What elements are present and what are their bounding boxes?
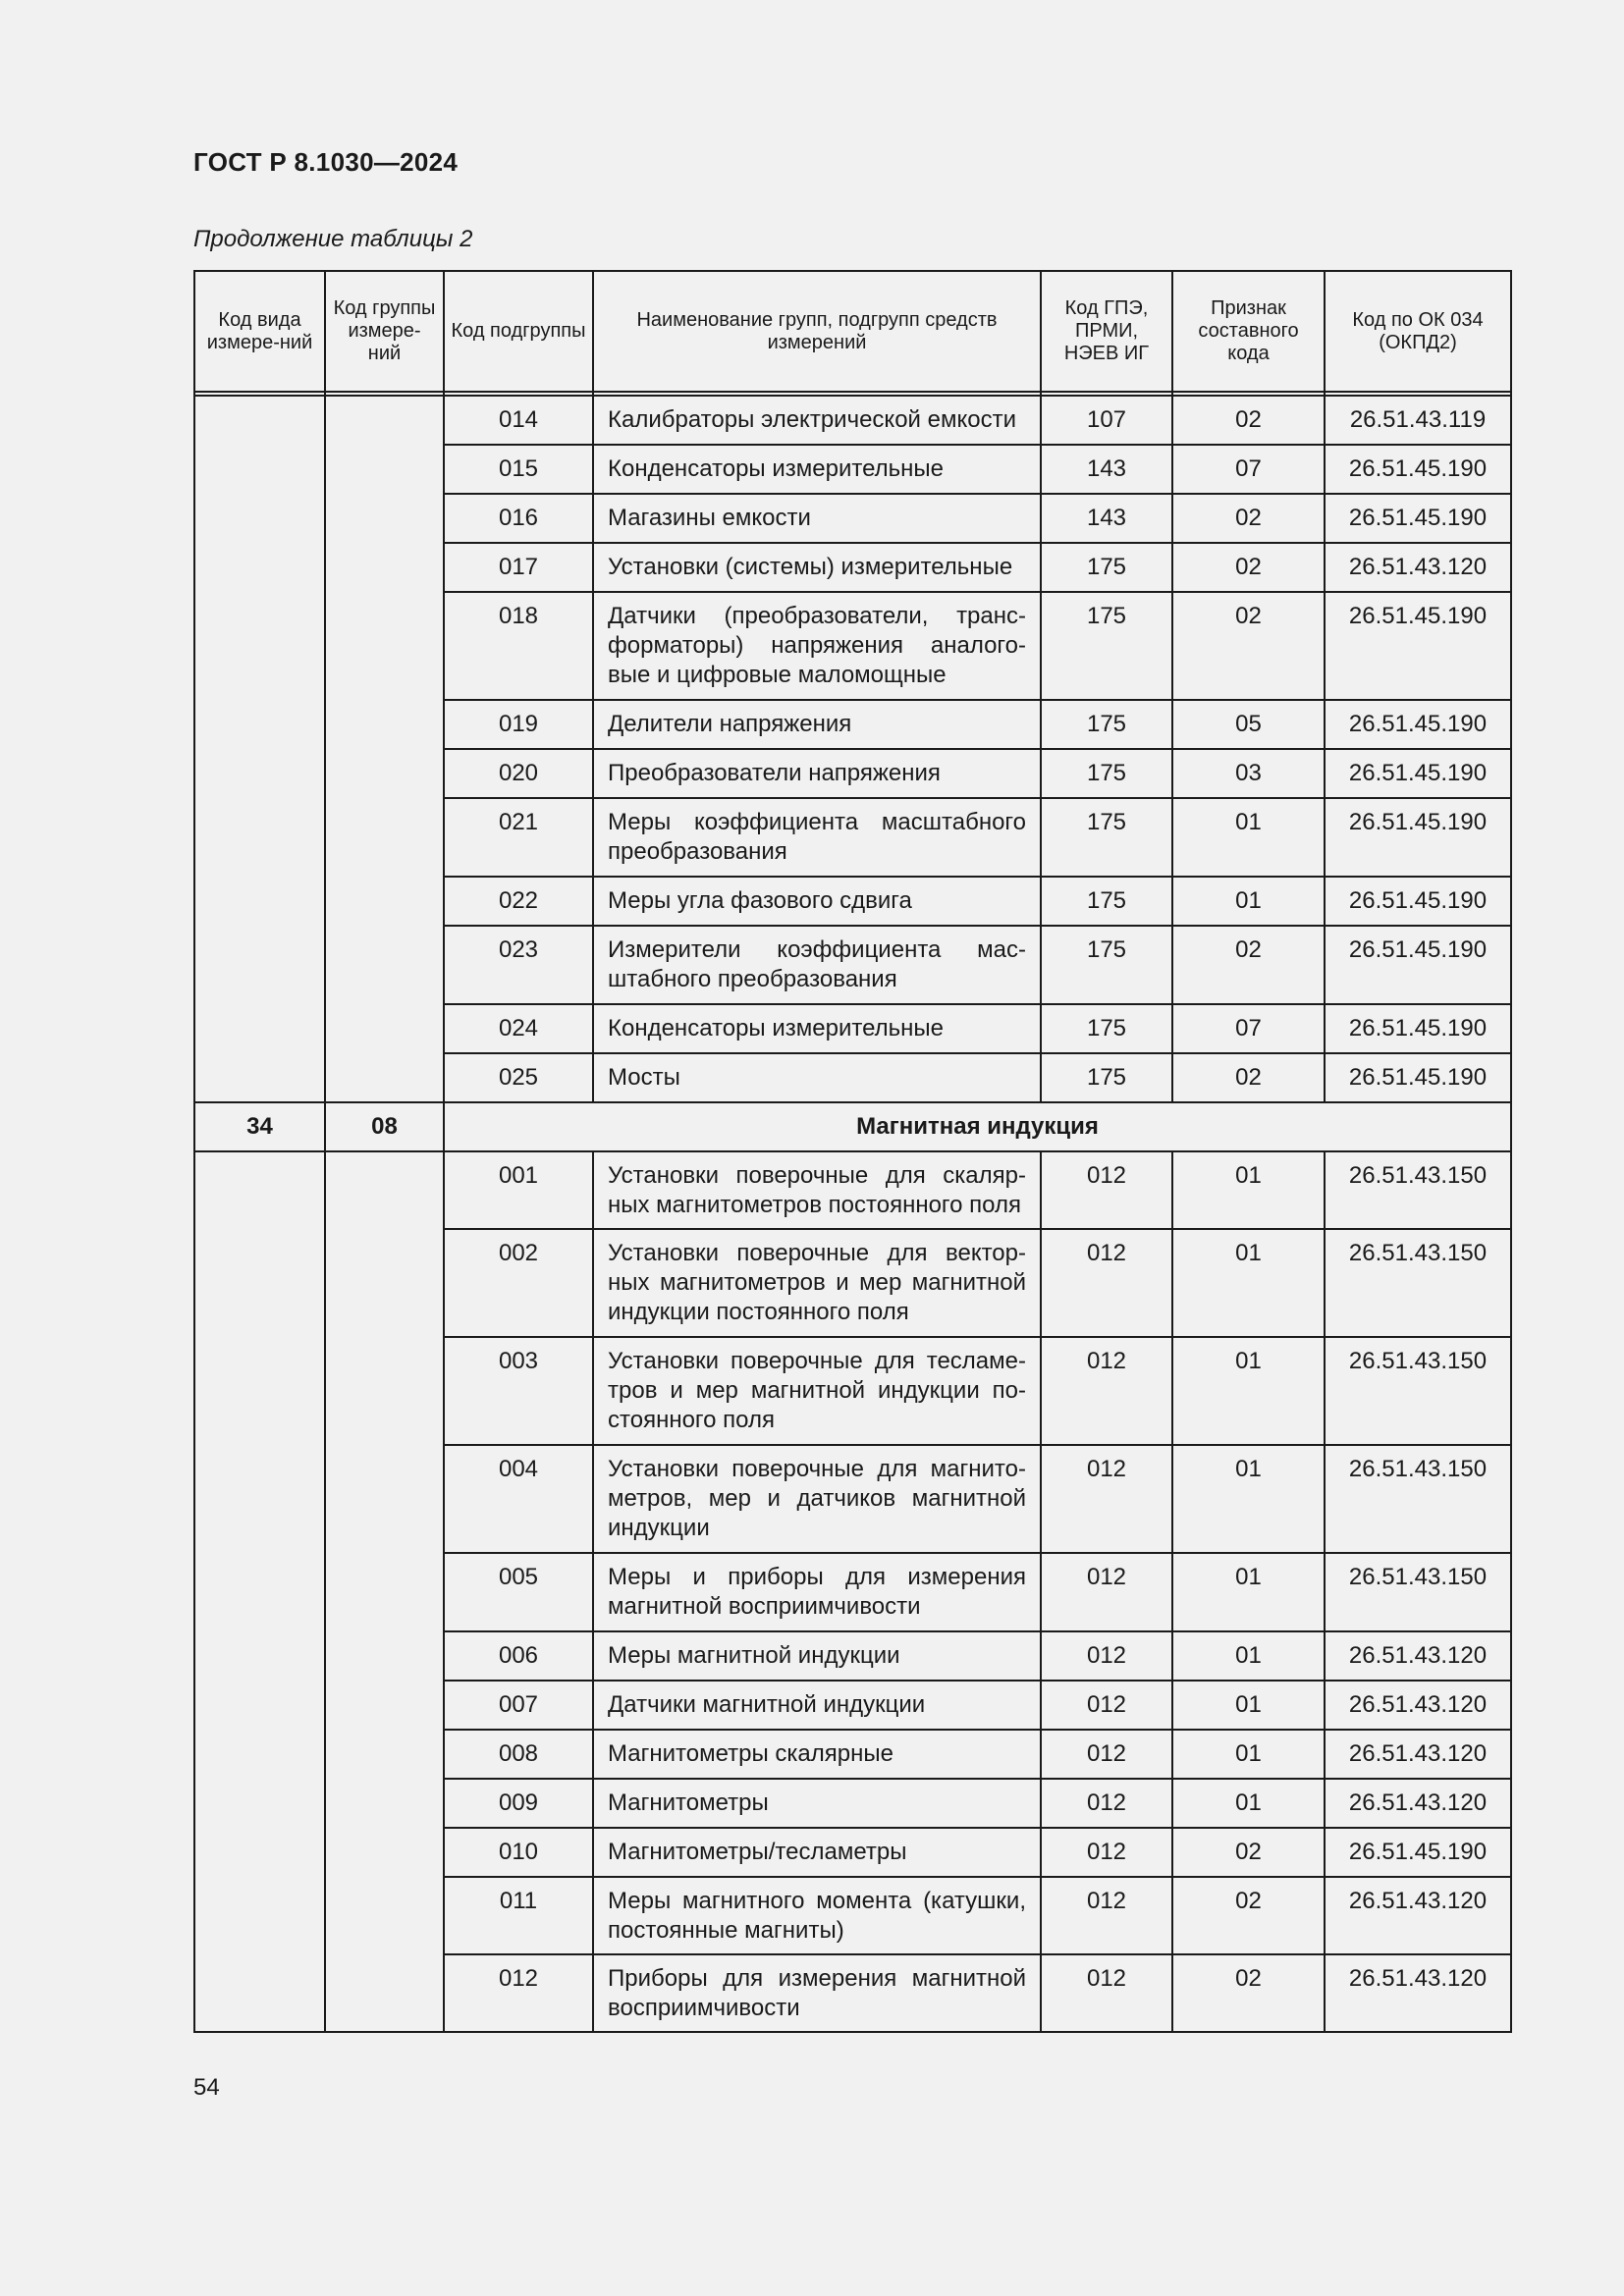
okpd-code-cell: 26.51.43.120 (1325, 543, 1511, 592)
subgroup-name-cell: Калибраторы электрической емкости (593, 396, 1041, 445)
group-name: Магнитная индукция (444, 1102, 1511, 1151)
gpe-code-cell: 012 (1041, 1631, 1172, 1681)
okpd-code-cell: 26.51.43.120 (1325, 1631, 1511, 1681)
subgroup-code-cell: 007 (444, 1681, 593, 1730)
document-header: ГОСТ Р 8.1030—2024 (193, 147, 459, 177)
subgroup-code-cell: 023 (444, 926, 593, 1004)
subgroup-code-cell: 014 (444, 396, 593, 445)
table-body-part2 (194, 1151, 1511, 2032)
column-header-kind: Код вида измере-ний (194, 271, 325, 392)
composite-sign-cell: 02 (1172, 1877, 1325, 1954)
composite-sign-cell: 01 (1172, 1779, 1325, 1828)
subgroup-name-cell: Приборы для измерения магнитной восприимчивости (593, 1954, 1041, 2032)
subgroup-code-cell: 021 (444, 798, 593, 877)
subgroup-name-cell: Меры угла фазового сдвига (593, 877, 1041, 926)
subgroup-name-cell: Меры и приборы для измерения магнитной восприимчивости (593, 1553, 1041, 1631)
okpd-code-cell: 26.51.43.150 (1325, 1337, 1511, 1445)
subgroup-name-cell: Установки поверочные для магнито-метров, мер и датчиков магнитной индукции (593, 1445, 1041, 1553)
okpd-code-cell: 26.51.45.190 (1325, 798, 1511, 877)
subgroup-code-cell: 018 (444, 592, 593, 700)
gpe-code-cell: 012 (1041, 1445, 1172, 1553)
column-header-okpd: Код по ОК 034 (ОКПД2) (1325, 271, 1511, 392)
composite-sign-cell: 02 (1172, 1828, 1325, 1877)
subgroup-name-cell: Конденсаторы измерительные (593, 445, 1041, 494)
gpe-code-cell: 175 (1041, 798, 1172, 877)
group-code: 08 (325, 1102, 444, 1151)
subgroup-name-cell: Датчики (преобразователи, транс-форматоры) напряжения аналого-вые и цифровые маломощные (593, 592, 1041, 700)
gpe-code-cell: 143 (1041, 445, 1172, 494)
page-number: 54 (193, 2074, 220, 2101)
gpe-code-cell: 012 (1041, 1730, 1172, 1779)
composite-sign-cell: 07 (1172, 1004, 1325, 1053)
okpd-code-cell: 26.51.45.190 (1325, 1004, 1511, 1053)
subgroup-name-cell: Установки (системы) измерительные (593, 543, 1041, 592)
subgroup-name-cell: Меры коэффициента масштабного преобразования (593, 798, 1041, 877)
okpd-code-cell: 26.51.45.190 (1325, 1053, 1511, 1102)
subgroup-code-cell: 015 (444, 445, 593, 494)
column-header-group: Код группы измере-ний (325, 271, 444, 392)
okpd-code-cell: 26.51.43.120 (1325, 1730, 1511, 1779)
subgroup-name-cell: Конденсаторы измерительные (593, 1004, 1041, 1053)
group-row (194, 1102, 1511, 1151)
okpd-code-cell: 26.51.43.150 (1325, 1151, 1511, 1229)
composite-sign-cell: 01 (1172, 1445, 1325, 1553)
subgroup-code-cell: 022 (444, 877, 593, 926)
composite-sign-cell: 02 (1172, 543, 1325, 592)
subgroup-code-cell: 012 (444, 1954, 593, 2032)
composite-sign-cell: 02 (1172, 926, 1325, 1004)
subgroup-code-cell: 016 (444, 494, 593, 543)
subgroup-code-cell: 010 (444, 1828, 593, 1877)
okpd-code-cell: 26.51.45.190 (1325, 445, 1511, 494)
gpe-code-cell: 175 (1041, 592, 1172, 700)
gpe-code-cell: 175 (1041, 1004, 1172, 1053)
gpe-code-cell: 175 (1041, 1053, 1172, 1102)
composite-sign-cell: 01 (1172, 1681, 1325, 1730)
composite-sign-cell: 01 (1172, 1151, 1325, 1229)
column-header-sign: Признак составного кода (1172, 271, 1325, 392)
gpe-code-cell: 143 (1041, 494, 1172, 543)
composite-sign-cell: 03 (1172, 749, 1325, 798)
subgroup-name-cell: Магнитометры (593, 1779, 1041, 1828)
okpd-code-cell: 26.51.43.150 (1325, 1445, 1511, 1553)
gpe-code-cell: 012 (1041, 1828, 1172, 1877)
gpe-code-cell: 175 (1041, 700, 1172, 749)
gpe-code-cell: 012 (1041, 1553, 1172, 1631)
composite-sign-cell: 05 (1172, 700, 1325, 749)
subgroup-name-cell: Установки поверочные для скаляр-ных магнитометров постоянного поля (593, 1151, 1041, 1229)
subgroup-name-cell: Установки поверочные для тесламе-тров и мер магнитной индукции по-стоянного поля (593, 1337, 1041, 1445)
gpe-code-cell: 012 (1041, 1229, 1172, 1337)
table-row (194, 1151, 1511, 1229)
okpd-code-cell: 26.51.45.190 (1325, 494, 1511, 543)
column-header-name: Наименование групп, подгрупп средств измерений (593, 271, 1041, 392)
subgroup-code-cell: 004 (444, 1445, 593, 1553)
okpd-code-cell: 26.51.45.190 (1325, 1828, 1511, 1877)
subgroup-code-cell: 020 (444, 749, 593, 798)
subgroup-name-cell: Преобразователи напряжения (593, 749, 1041, 798)
subgroup-name-cell: Магазины емкости (593, 494, 1041, 543)
okpd-code-cell: 26.51.43.120 (1325, 1779, 1511, 1828)
subgroup-code-cell: 025 (444, 1053, 593, 1102)
gpe-code-cell: 175 (1041, 877, 1172, 926)
subgroup-name-cell: Делители напряжения (593, 700, 1041, 749)
okpd-code-cell: 26.51.43.150 (1325, 1553, 1511, 1631)
empty-kind-cell (194, 396, 325, 1102)
measurement-table (193, 270, 1512, 2033)
subgroup-name-cell: Установки поверочные для вектор-ных магнитометров и мер магнитной индукции постоянного поля (593, 1229, 1041, 1337)
gpe-code-cell: 107 (1041, 396, 1172, 445)
empty-kind-cell (194, 1151, 325, 2032)
gpe-code-cell: 175 (1041, 749, 1172, 798)
okpd-code-cell: 26.51.43.120 (1325, 1954, 1511, 2032)
table-row (194, 396, 1511, 445)
subgroup-name-cell: Датчики магнитной индукции (593, 1681, 1041, 1730)
subgroup-name-cell: Магнитометры скалярные (593, 1730, 1041, 1779)
subgroup-code-cell: 002 (444, 1229, 593, 1337)
composite-sign-cell: 01 (1172, 798, 1325, 877)
composite-sign-cell: 02 (1172, 396, 1325, 445)
composite-sign-cell: 01 (1172, 877, 1325, 926)
subgroup-name-cell: Меры магнитного момента (катушки, постоянные магниты) (593, 1877, 1041, 1954)
subgroup-code-cell: 024 (444, 1004, 593, 1053)
empty-group-cell (325, 396, 444, 1102)
gpe-code-cell: 012 (1041, 1954, 1172, 2032)
okpd-code-cell: 26.51.45.190 (1325, 877, 1511, 926)
okpd-code-cell: 26.51.45.190 (1325, 592, 1511, 700)
gpe-code-cell: 012 (1041, 1337, 1172, 1445)
subgroup-code-cell: 017 (444, 543, 593, 592)
composite-sign-cell: 01 (1172, 1229, 1325, 1337)
okpd-code-cell: 26.51.45.190 (1325, 749, 1511, 798)
subgroup-code-cell: 006 (444, 1631, 593, 1681)
subgroup-name-cell: Магнитометры/тесламетры (593, 1828, 1041, 1877)
composite-sign-cell: 02 (1172, 1053, 1325, 1102)
okpd-code-cell: 26.51.45.190 (1325, 700, 1511, 749)
gpe-code-cell: 012 (1041, 1779, 1172, 1828)
gpe-code-cell: 012 (1041, 1877, 1172, 1954)
group-section (194, 1102, 1511, 1151)
gpe-code-cell: 175 (1041, 543, 1172, 592)
gpe-code-cell: 012 (1041, 1681, 1172, 1730)
okpd-code-cell: 26.51.43.120 (1325, 1681, 1511, 1730)
okpd-code-cell: 26.51.43.150 (1325, 1229, 1511, 1337)
okpd-code-cell: 26.51.43.120 (1325, 1877, 1511, 1954)
subgroup-code-cell: 001 (444, 1151, 593, 1229)
composite-sign-cell: 02 (1172, 1954, 1325, 2032)
subgroup-code-cell: 019 (444, 700, 593, 749)
composite-sign-cell: 02 (1172, 592, 1325, 700)
subgroup-code-cell: 011 (444, 1877, 593, 1954)
subgroup-code-cell: 005 (444, 1553, 593, 1631)
empty-group-cell (325, 1151, 444, 2032)
subgroup-name-cell: Мосты (593, 1053, 1041, 1102)
subgroup-code-cell: 009 (444, 1779, 593, 1828)
column-header-subgroup: Код подгруппы (444, 271, 593, 392)
table-body-part1 (194, 396, 1511, 1102)
okpd-code-cell: 26.51.45.190 (1325, 926, 1511, 1004)
okpd-code-cell: 26.51.43.119 (1325, 396, 1511, 445)
subgroup-name-cell: Измерители коэффициента мас-штабного преобразования (593, 926, 1041, 1004)
subgroup-name-cell: Меры магнитной индукции (593, 1631, 1041, 1681)
column-header-gpe: Код ГПЭ, ПРМИ, НЭЕВ ИГ (1041, 271, 1172, 392)
gpe-code-cell: 012 (1041, 1151, 1172, 1229)
table-caption: Продолжение таблицы 2 (193, 226, 473, 252)
gpe-code-cell: 175 (1041, 926, 1172, 1004)
subgroup-code-cell: 003 (444, 1337, 593, 1445)
table-header-row (194, 271, 1511, 392)
composite-sign-cell: 01 (1172, 1553, 1325, 1631)
composite-sign-cell: 01 (1172, 1337, 1325, 1445)
composite-sign-cell: 01 (1172, 1631, 1325, 1681)
composite-sign-cell: 07 (1172, 445, 1325, 494)
subgroup-code-cell: 008 (444, 1730, 593, 1779)
composite-sign-cell: 02 (1172, 494, 1325, 543)
composite-sign-cell: 01 (1172, 1730, 1325, 1779)
group-kind-code: 34 (194, 1102, 325, 1151)
